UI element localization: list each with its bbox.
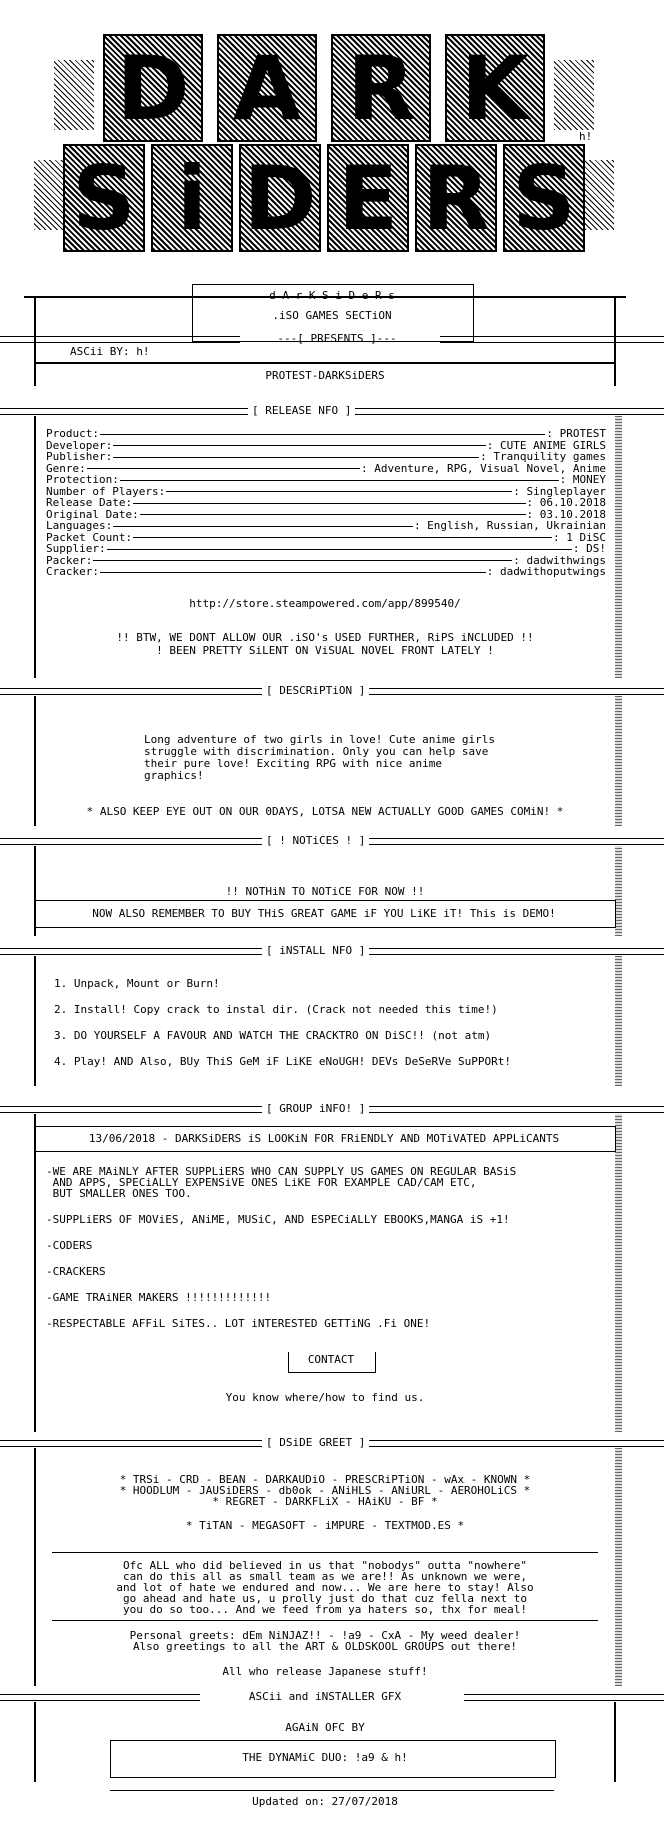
greet-groups: * HOODLUM - JAUSiDERS - db0ok - ANiHLS - ANiURL - AEROHOLiCS * xyxy=(119,1484,531,1497)
logo-letter: A xyxy=(217,34,317,142)
section-tab-release: [ RELEASE NFO ] xyxy=(248,404,355,418)
logo-letter: R xyxy=(331,34,431,142)
field-row: Publisher: : Tranquility games xyxy=(46,450,606,463)
personal-greets: Also greetings to all the ART & OLDSKOOL GROUPS out there! xyxy=(132,1640,518,1653)
field-row: Protection: : MONEY xyxy=(46,473,606,486)
greet-groups: * REGRET - DARKFLiX - HAiKU - BF * xyxy=(212,1495,438,1508)
description-line: their pure love! Exciting RPG with nice anime xyxy=(144,757,443,770)
logo-letter: S xyxy=(503,144,585,252)
field-row: Release Date: : 06.10.2018 xyxy=(46,496,606,509)
logo-letter: i xyxy=(151,144,233,252)
field-row: Original Date: : 03.10.2018 xyxy=(46,507,606,521)
install-step: 1. Unpack, Mount or Burn! xyxy=(54,977,220,990)
field-row: Number of Players: : Singleplayer xyxy=(46,484,606,498)
logo-row-top xyxy=(24,34,624,142)
greet-message: you do so too... And we feed from ya haters so, thx for meal! xyxy=(123,1603,527,1616)
frame-left xyxy=(34,956,36,1086)
personal-greets: Personal greets: dEm NiNJAZ!! - !a9 - CxA - My weed dealer! xyxy=(129,1629,521,1642)
logo-letter: D xyxy=(103,34,203,142)
logo-tag: h! xyxy=(579,130,593,143)
rule xyxy=(34,362,616,364)
field-row: Cracker: : dadwithoputwings xyxy=(46,565,606,578)
store-link[interactable]: http://store.steampowered.com/app/899540/ xyxy=(189,597,461,610)
section-tab-install: [ iNSTALL NFO ] xyxy=(262,944,369,958)
greet-message: and lot of hate we endured and now... We are here to stay! Also xyxy=(116,1581,534,1594)
logo-letter: E xyxy=(327,144,409,252)
recruit-banner-text: 13/06/2018 - DARKSiDERS iS LOOKiN FOR FRiENDLY AND MOTiVATED APPLiCANTS xyxy=(88,1132,560,1145)
logo-letter: D xyxy=(239,144,321,252)
section-name: .iSO GAMES SECTiON xyxy=(272,309,392,322)
group-item: -RESPECTABLE AFFiL SiTES.. LOT iNTERESTED GETTiNG .Fi ONE! xyxy=(46,1317,431,1330)
field-row: Languages: : English, Russian, Ukrainian xyxy=(46,519,606,532)
group-item: -CRACKERS xyxy=(46,1265,106,1278)
logo-letter: R xyxy=(415,144,497,252)
notice-text: !! NOTHiN TO NOTiCE FOR NOW !! xyxy=(225,885,425,898)
presents-label: ---[ PRESENTS ]--- xyxy=(277,332,397,345)
group-paragraph: BUT SMALLER ONES TOO. xyxy=(46,1187,192,1200)
group-paragraph: AND APPS, SPECiALLY EXPENSiVE ONES LiKE FOR EXAMPLE CAD/CAM ETC, xyxy=(46,1176,477,1189)
group-name: d A r K S i D e R s xyxy=(269,289,395,302)
greet-groups: * TRSi - CRD - BEAN - DARKAUDiO - PRESCRiPTiON - wAx - KNOWN * xyxy=(119,1473,531,1486)
frame-right xyxy=(614,1702,616,1782)
description-line: graphics! xyxy=(144,769,204,782)
double-rule xyxy=(440,336,664,343)
notice-line: !! BTW, WE DONT ALLOW OUR .iSO's USED FURTHER, RiPS iNCLUDED !! xyxy=(116,631,534,644)
group-paragraph: -WE ARE MAiNLY AFTER SUPPLiERS WHO CAN SUPPLY US GAMES ON REGULAR BASiS xyxy=(46,1165,517,1178)
install-step: 2. Install! Copy crack to instal dir. (Crack not needed this time!) xyxy=(54,1003,498,1016)
japanese-greet: All who release Japanese stuff! xyxy=(222,1665,428,1678)
description-footer: * ALSO KEEP EYE OUT ON OUR 0DAYS, LOTSA NEW ACTUALLY GOOD GAMES COMiN! * xyxy=(86,805,564,818)
release-fields xyxy=(46,428,606,578)
double-rule xyxy=(0,336,240,343)
group-item: -SUPPLiERS OF MOViES, ANiME, MUSiC, AND ESPECiALLY EBOOKS,MANGA iS +1! xyxy=(46,1213,510,1226)
description-line: struggle with discrimination. Only you can help save xyxy=(144,745,489,758)
logo-letter: S xyxy=(63,144,145,252)
logo-row-bottom xyxy=(24,144,624,252)
rule xyxy=(52,1620,598,1621)
field-row: Supplier: : DS! xyxy=(46,542,606,555)
install-step: 4. Play! AND Also, BUy ThiS GeM iF LiKE eNoUGH! DEVs DeSeRVe SuPPORt! xyxy=(54,1055,511,1068)
section-tab-group-info: [ GROUP iNFO! ] xyxy=(262,1102,369,1116)
field-row: Packet Count: : 1 DiSC xyxy=(46,530,606,544)
rule xyxy=(52,1552,598,1553)
field-row: Developer: : CUTE ANIME GIRLS xyxy=(46,438,606,452)
notice-text: NOW ALSO REMEMBER TO BUY THiS GREAT GAME iF YOU LiKE iT! This is DEMO! xyxy=(92,907,556,920)
contact-text: You know where/how to find us. xyxy=(225,1391,425,1404)
install-step: 3. DO YOURSELF A FAVOUR AND WATCH THE CRACKTRO ON DiSC!! (not atm) xyxy=(54,1029,492,1042)
frame-shade xyxy=(615,956,622,1086)
credits-line: ASCii and iNSTALLER GFX xyxy=(248,1690,402,1703)
greet-groups: * TiTAN - MEGASOFT - iMPURE - TEXTMOD.ES * xyxy=(185,1519,465,1532)
updated-date: Updated on: 27/07/2018 xyxy=(252,1795,398,1808)
frame-left xyxy=(34,1114,36,1432)
release-name: PROTEST-DARKSiDERS xyxy=(265,369,385,382)
ascii-credit: ASCii BY: h! xyxy=(70,345,150,358)
description-line: Long adventure of two girls in love! Cute anime girls xyxy=(144,733,495,746)
credits-line: THE DYNAMiC DUO: !a9 & h! xyxy=(242,1751,408,1764)
notice-line: ! BEEN PRETTY SiLENT ON ViSUAL NOVEL FRONT LATELY ! xyxy=(156,644,494,657)
field-row: Genre: : Adventure, RPG, Visual Novel, Anime xyxy=(46,461,606,475)
contact-label[interactable]: CONTACT xyxy=(307,1353,355,1366)
section-tab-notices: [ ! NOTiCES ! ] xyxy=(262,834,369,848)
field-row: Packer: : dadwithwings xyxy=(46,553,606,567)
group-item: -GAME TRAiNER MAKERS !!!!!!!!!!!!! xyxy=(46,1291,272,1304)
field-row: Product: : PROTEST xyxy=(46,427,606,440)
logo-letter: K xyxy=(445,34,545,142)
greet-message: Ofc ALL who did believed in us that "nobodys" outta "nowhere" xyxy=(123,1559,527,1572)
group-item: -CODERS xyxy=(46,1239,93,1252)
section-tab-description: [ DESCRiPTiON ] xyxy=(262,684,369,698)
frame-left xyxy=(34,1702,36,1782)
greet-message: go ahead and hate us, u prolly just do that cuz fella next to xyxy=(123,1592,527,1605)
darksiders-logo xyxy=(24,20,624,280)
section-tab-greets: [ DSiDE GREET ] xyxy=(262,1436,369,1450)
frame-shade xyxy=(615,1114,622,1432)
credits-line: AGAiN OFC BY xyxy=(285,1721,365,1734)
rule xyxy=(110,1790,554,1791)
greet-message: can do this all as small team as we are!! As unknown we were, xyxy=(123,1570,527,1583)
